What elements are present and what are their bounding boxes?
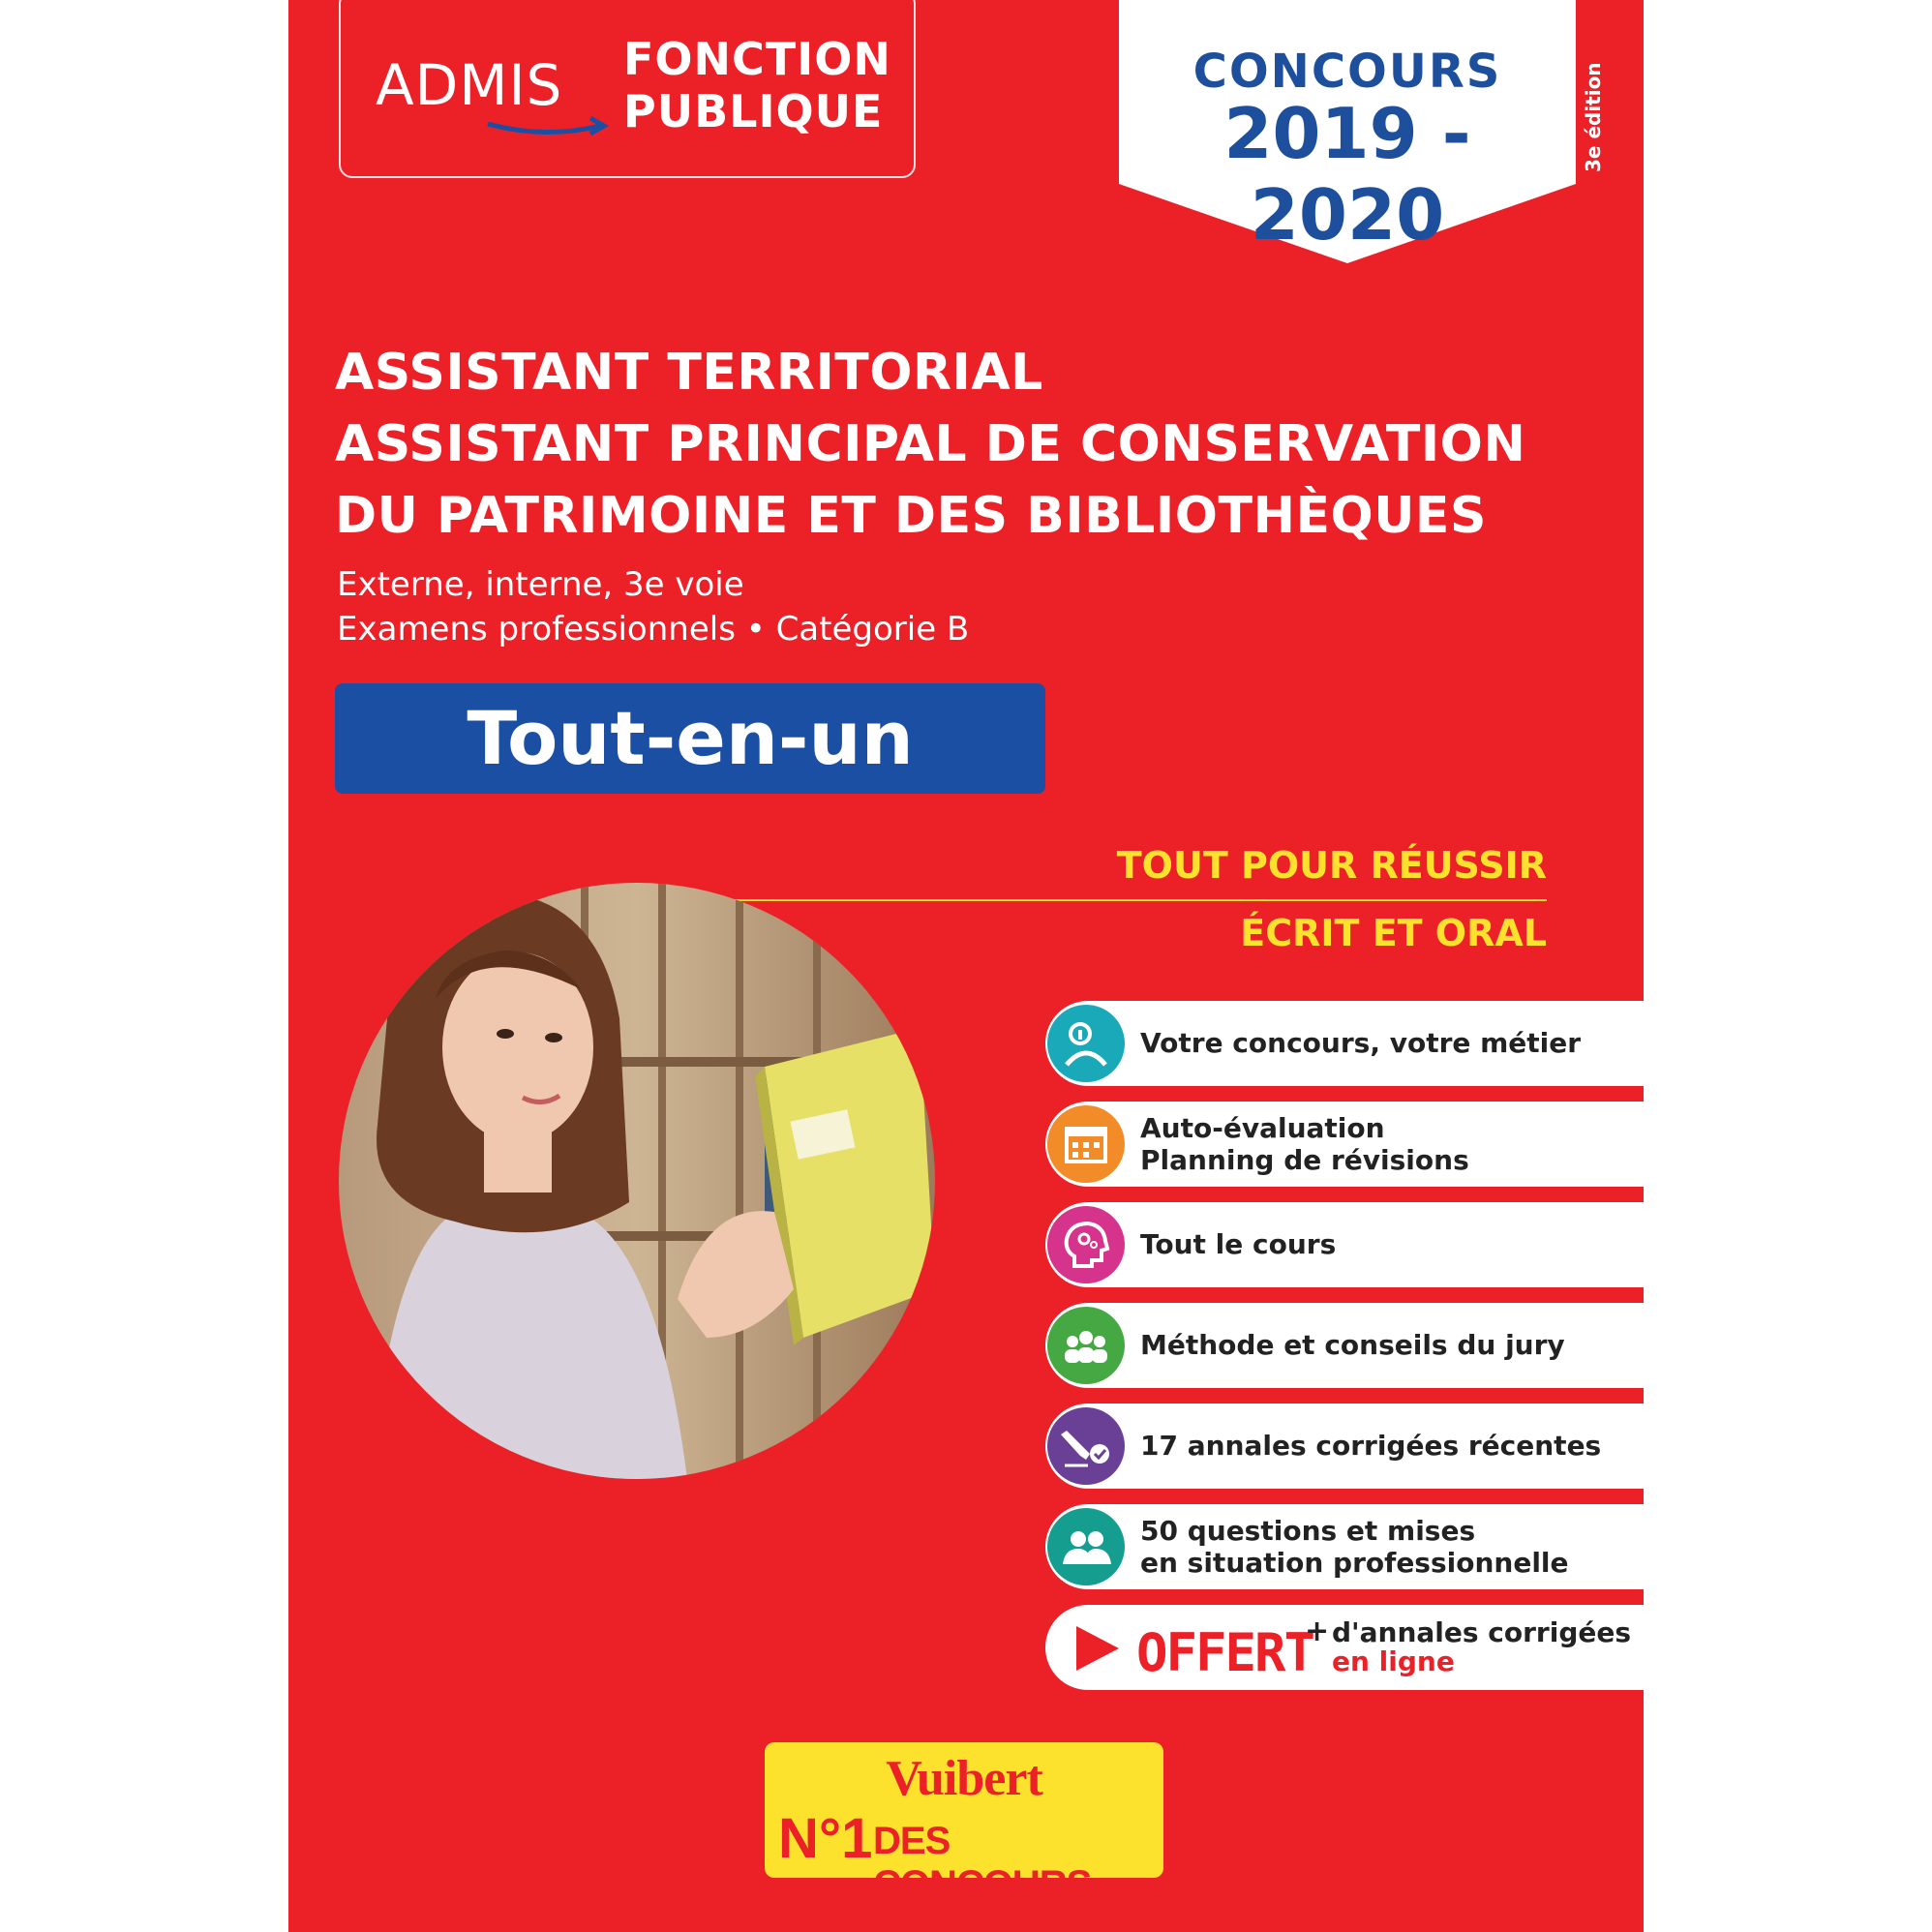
publisher-tagline: DES CONCOURS bbox=[873, 1820, 1092, 1906]
cover-photo bbox=[339, 883, 935, 1479]
feature-item bbox=[1045, 1404, 1644, 1489]
offert-line-2: en ligne bbox=[1332, 1645, 1455, 1677]
info-person-icon bbox=[1047, 1005, 1125, 1082]
subtitle-line-1: Externe, interne, 3e voie bbox=[337, 565, 744, 604]
group-icon bbox=[1047, 1307, 1125, 1384]
offert-banner bbox=[1045, 1605, 1644, 1690]
title-line-3: DU PATRIMOINE ET DES BIBLIOTHÈQUES bbox=[335, 487, 1487, 545]
feature-label-2: Planning de révisions bbox=[1140, 1144, 1469, 1176]
title-line-1: ASSISTANT TERRITORIAL bbox=[335, 344, 1043, 402]
feature-label: Votre concours, votre métier bbox=[1140, 1027, 1582, 1059]
feature-label: 50 questions et mises bbox=[1140, 1515, 1476, 1547]
edition-label: 3e édition bbox=[1582, 62, 1605, 172]
feature-label: Auto-évaluation bbox=[1140, 1112, 1385, 1144]
publisher-name: Vuibert bbox=[886, 1751, 1042, 1806]
fonction-label: FONCTION bbox=[623, 33, 891, 85]
offert-plus: + bbox=[1305, 1615, 1330, 1648]
offert-label: OFFERT bbox=[1136, 1622, 1314, 1683]
pen-check-icon bbox=[1047, 1407, 1125, 1485]
publisher-logo bbox=[765, 1742, 1163, 1906]
subtitle-line-2: Examens professionnels • Catégorie B bbox=[337, 610, 970, 649]
feature-item bbox=[1045, 1303, 1644, 1388]
publique-label: PUBLIQUE bbox=[623, 85, 884, 137]
feature-label: Tout le cours bbox=[1140, 1228, 1337, 1260]
calendar-icon bbox=[1047, 1105, 1125, 1183]
book-title bbox=[335, 337, 1525, 552]
feature-item bbox=[1045, 1001, 1644, 1086]
people-icon bbox=[1047, 1508, 1125, 1585]
admis-logo bbox=[339, 0, 916, 178]
offert-line-1: d'annales corrigées bbox=[1332, 1616, 1632, 1648]
feature-label: Méthode et conseils du jury bbox=[1140, 1329, 1565, 1361]
feature-item bbox=[1045, 1202, 1644, 1287]
title-line-2: ASSISTANT PRINCIPAL DE CONSERVATION bbox=[335, 415, 1526, 473]
book-cover bbox=[288, 0, 1644, 1932]
concours-years: 2019 - 2020 bbox=[1223, 93, 1471, 256]
tagline-line-2: ÉCRIT ET ORAL bbox=[1240, 912, 1547, 954]
play-icon bbox=[1071, 1622, 1123, 1675]
concours-label: CONCOURS bbox=[1192, 45, 1502, 99]
arrow-icon bbox=[486, 110, 612, 139]
format-label: Tout-en-un bbox=[335, 683, 1045, 794]
feature-item bbox=[1045, 1504, 1644, 1589]
feature-label-2: en situation professionnelle bbox=[1140, 1547, 1569, 1579]
feature-label: 17 annales corrigées récentes bbox=[1140, 1430, 1602, 1462]
tagline-line-1: TOUT POUR RÉUSSIR bbox=[1116, 844, 1547, 887]
head-gears-icon bbox=[1047, 1206, 1125, 1283]
admis-wordmark: ADMIS bbox=[376, 52, 563, 118]
feature-item bbox=[1045, 1102, 1644, 1187]
publisher-rank: N°1 bbox=[778, 1807, 873, 1870]
